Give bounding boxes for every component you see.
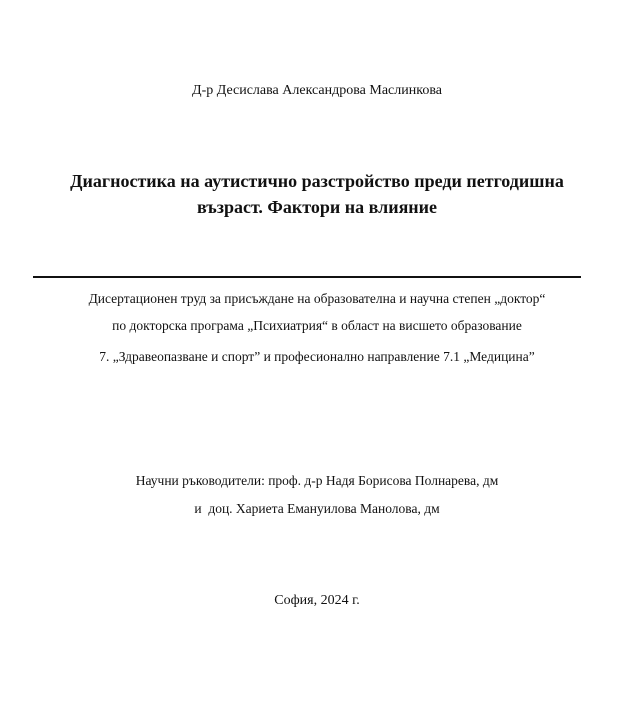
description-line-1: Дисертационен труд за присъждане на образователна и научна степен „доктор“ bbox=[88, 291, 546, 306]
thesis-title-line-1: Диагностика на аутистично разстройство преди петгодишна bbox=[70, 171, 564, 191]
thesis-title-line-2: възраст. Фактори на влияние bbox=[196, 197, 438, 217]
horizontal-divider bbox=[33, 276, 581, 278]
description-line-2: по докторска програма „Психиатрия“ в област на висшето образование bbox=[112, 318, 522, 333]
description-line-3: 7. „Здравеопазване и спорт” и професионално направление 7.1 „Медицина” bbox=[99, 349, 535, 364]
supervisors-line-2: и доц. Хариета Емануилова Манолова, дм bbox=[194, 501, 440, 516]
supervisors-line-1: Научни ръководители: проф. д-р Надя Борисова Полнарева, дм bbox=[135, 473, 499, 488]
author-name: Д-р Десислава Александрова Маслинкова bbox=[192, 83, 442, 98]
place-and-date: София, 2024 г. bbox=[274, 593, 360, 608]
